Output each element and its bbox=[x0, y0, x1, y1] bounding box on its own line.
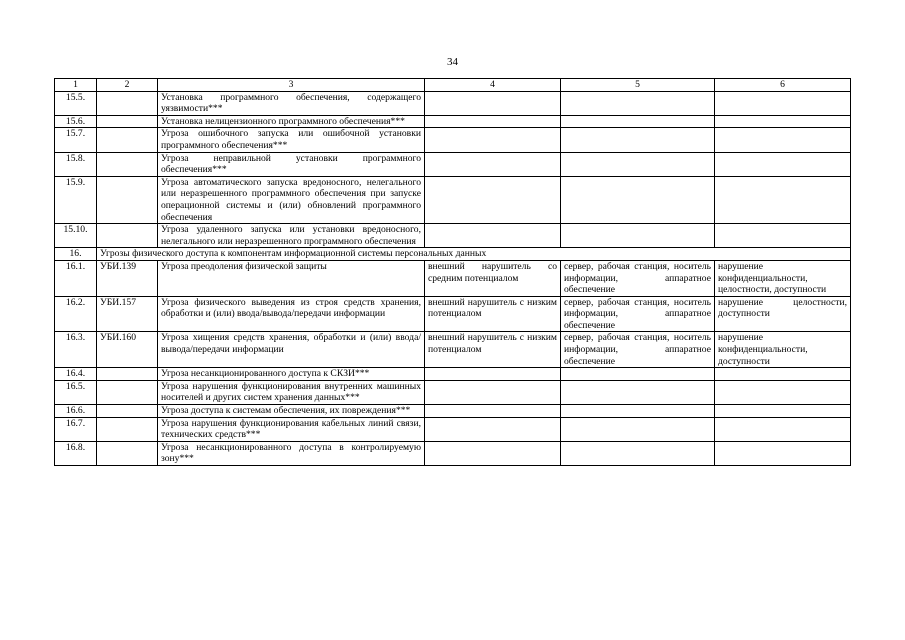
threat-code bbox=[97, 405, 158, 418]
impact-object: сервер, рабочая станция, носитель информации, аппаратное обеспечение bbox=[561, 332, 715, 368]
impact-object: сервер, рабочая станция, носитель информации, аппаратное обеспечение bbox=[561, 260, 715, 296]
column-number: 6 bbox=[715, 79, 851, 92]
table-row bbox=[55, 91, 851, 115]
table-row bbox=[55, 224, 851, 248]
threat-code bbox=[97, 441, 158, 465]
impact-object bbox=[561, 91, 715, 115]
row-number: 16.3. bbox=[55, 332, 97, 368]
row-number: 16.5. bbox=[55, 380, 97, 404]
threat-name: Угроза нарушения функционирования внутренних машинных носителей и других систем хранения данных*** bbox=[158, 380, 425, 404]
section-title: Угрозы физического доступа к компонентам информационной системы персональных данных bbox=[97, 248, 851, 261]
consequence bbox=[715, 152, 851, 176]
threat-code bbox=[97, 417, 158, 441]
threat-code: УБИ.157 bbox=[97, 296, 158, 332]
consequence bbox=[715, 417, 851, 441]
threat-name: Установка программного обеспечения, содержащего уязвимости*** bbox=[158, 91, 425, 115]
consequence bbox=[715, 115, 851, 128]
violator bbox=[425, 91, 561, 115]
violator bbox=[425, 405, 561, 418]
consequence: нарушение целостности, доступности bbox=[715, 296, 851, 332]
threat-code: УБИ.139 bbox=[97, 260, 158, 296]
violator bbox=[425, 176, 561, 223]
impact-object bbox=[561, 152, 715, 176]
consequence: нарушение конфиденциальности, доступности bbox=[715, 332, 851, 368]
threat-name: Угроза ошибочного запуска или ошибочной установки программного обеспечения*** bbox=[158, 128, 425, 152]
consequence bbox=[715, 441, 851, 465]
threat-name: Угроза несанкционированного доступа к СКЗИ*** bbox=[158, 368, 425, 381]
row-number: 15.9. bbox=[55, 176, 97, 223]
impact-object bbox=[561, 441, 715, 465]
threat-name: Угроза доступа к системам обеспечения, их повреждения*** bbox=[158, 405, 425, 418]
column-number-row bbox=[55, 79, 851, 92]
impact-object bbox=[561, 115, 715, 128]
section-number: 16. bbox=[55, 248, 97, 261]
row-number: 15.5. bbox=[55, 91, 97, 115]
threat-name: Угроза неправильной установки программного обеспечения*** bbox=[158, 152, 425, 176]
threat-name: Угроза хищения средств хранения, обработки и (или) ввода/вывода/передачи информации bbox=[158, 332, 425, 368]
threat-code bbox=[97, 128, 158, 152]
column-number: 3 bbox=[158, 79, 425, 92]
threat-code bbox=[97, 91, 158, 115]
impact-object bbox=[561, 176, 715, 223]
column-number: 2 bbox=[97, 79, 158, 92]
threat-code: УБИ.160 bbox=[97, 332, 158, 368]
violator: внешний нарушитель со средним потенциалом bbox=[425, 260, 561, 296]
row-number: 15.7. bbox=[55, 128, 97, 152]
violator bbox=[425, 368, 561, 381]
violator bbox=[425, 128, 561, 152]
table-row bbox=[55, 128, 851, 152]
impact-object bbox=[561, 405, 715, 418]
section-row bbox=[55, 248, 851, 261]
impact-object: сервер, рабочая станция, носитель информации, аппаратное обеспечение bbox=[561, 296, 715, 332]
violator bbox=[425, 380, 561, 404]
table-row bbox=[55, 152, 851, 176]
table-row bbox=[55, 417, 851, 441]
violator bbox=[425, 152, 561, 176]
table-row bbox=[55, 260, 851, 296]
consequence bbox=[715, 224, 851, 248]
violator: внешний нарушитель с низким потенциалом bbox=[425, 332, 561, 368]
consequence bbox=[715, 380, 851, 404]
row-number: 16.2. bbox=[55, 296, 97, 332]
threat-name: Угроза нарушения функционирования кабельных линий связи, технических средств*** bbox=[158, 417, 425, 441]
row-number: 16.7. bbox=[55, 417, 97, 441]
table-row bbox=[55, 332, 851, 368]
violator bbox=[425, 441, 561, 465]
violator bbox=[425, 417, 561, 441]
row-number: 16.4. bbox=[55, 368, 97, 381]
threat-name: Угроза преодоления физической защиты bbox=[158, 260, 425, 296]
row-number: 15.10. bbox=[55, 224, 97, 248]
table-row bbox=[55, 368, 851, 381]
threat-code bbox=[97, 152, 158, 176]
table-row bbox=[55, 296, 851, 332]
threat-name: Угроза удаленного запуска или установки вредоносного, нелегального или неразрешенного программного обеспечения bbox=[158, 224, 425, 248]
threat-name: Угроза автоматического запуска вредоносного, нелегального или неразрешенного программного обеспечения при запуске операционной системы и (или) обновлений программного обеспечения bbox=[158, 176, 425, 223]
consequence bbox=[715, 128, 851, 152]
table-row bbox=[55, 115, 851, 128]
threat-name: Угроза физического выведения из строя средств хранения, обработки и (или) ввода/вывода/передачи информации bbox=[158, 296, 425, 332]
row-number: 15.8. bbox=[55, 152, 97, 176]
column-number: 4 bbox=[425, 79, 561, 92]
threat-code bbox=[97, 115, 158, 128]
threat-code bbox=[97, 224, 158, 248]
impact-object bbox=[561, 224, 715, 248]
threat-name: Установка нелицензионного программного обеспечения*** bbox=[158, 115, 425, 128]
table-row bbox=[55, 380, 851, 404]
violator: внешний нарушитель с низким потенциалом bbox=[425, 296, 561, 332]
impact-object bbox=[561, 368, 715, 381]
consequence bbox=[715, 368, 851, 381]
threat-table bbox=[54, 78, 851, 466]
threat-code bbox=[97, 380, 158, 404]
table-row bbox=[55, 441, 851, 465]
threat-name: Угроза несанкционированного доступа в контролируемую зону*** bbox=[158, 441, 425, 465]
violator bbox=[425, 224, 561, 248]
impact-object bbox=[561, 417, 715, 441]
table-row bbox=[55, 405, 851, 418]
threat-code bbox=[97, 176, 158, 223]
consequence bbox=[715, 405, 851, 418]
column-number: 1 bbox=[55, 79, 97, 92]
row-number: 16.6. bbox=[55, 405, 97, 418]
row-number: 16.1. bbox=[55, 260, 97, 296]
row-number: 16.8. bbox=[55, 441, 97, 465]
page-number: 34 bbox=[447, 56, 458, 68]
consequence bbox=[715, 91, 851, 115]
threat-code bbox=[97, 368, 158, 381]
column-number: 5 bbox=[561, 79, 715, 92]
impact-object bbox=[561, 380, 715, 404]
table-row bbox=[55, 176, 851, 223]
violator bbox=[425, 115, 561, 128]
impact-object bbox=[561, 128, 715, 152]
row-number: 15.6. bbox=[55, 115, 97, 128]
consequence: нарушение конфиденциальности, целостности, доступности bbox=[715, 260, 851, 296]
consequence bbox=[715, 176, 851, 223]
